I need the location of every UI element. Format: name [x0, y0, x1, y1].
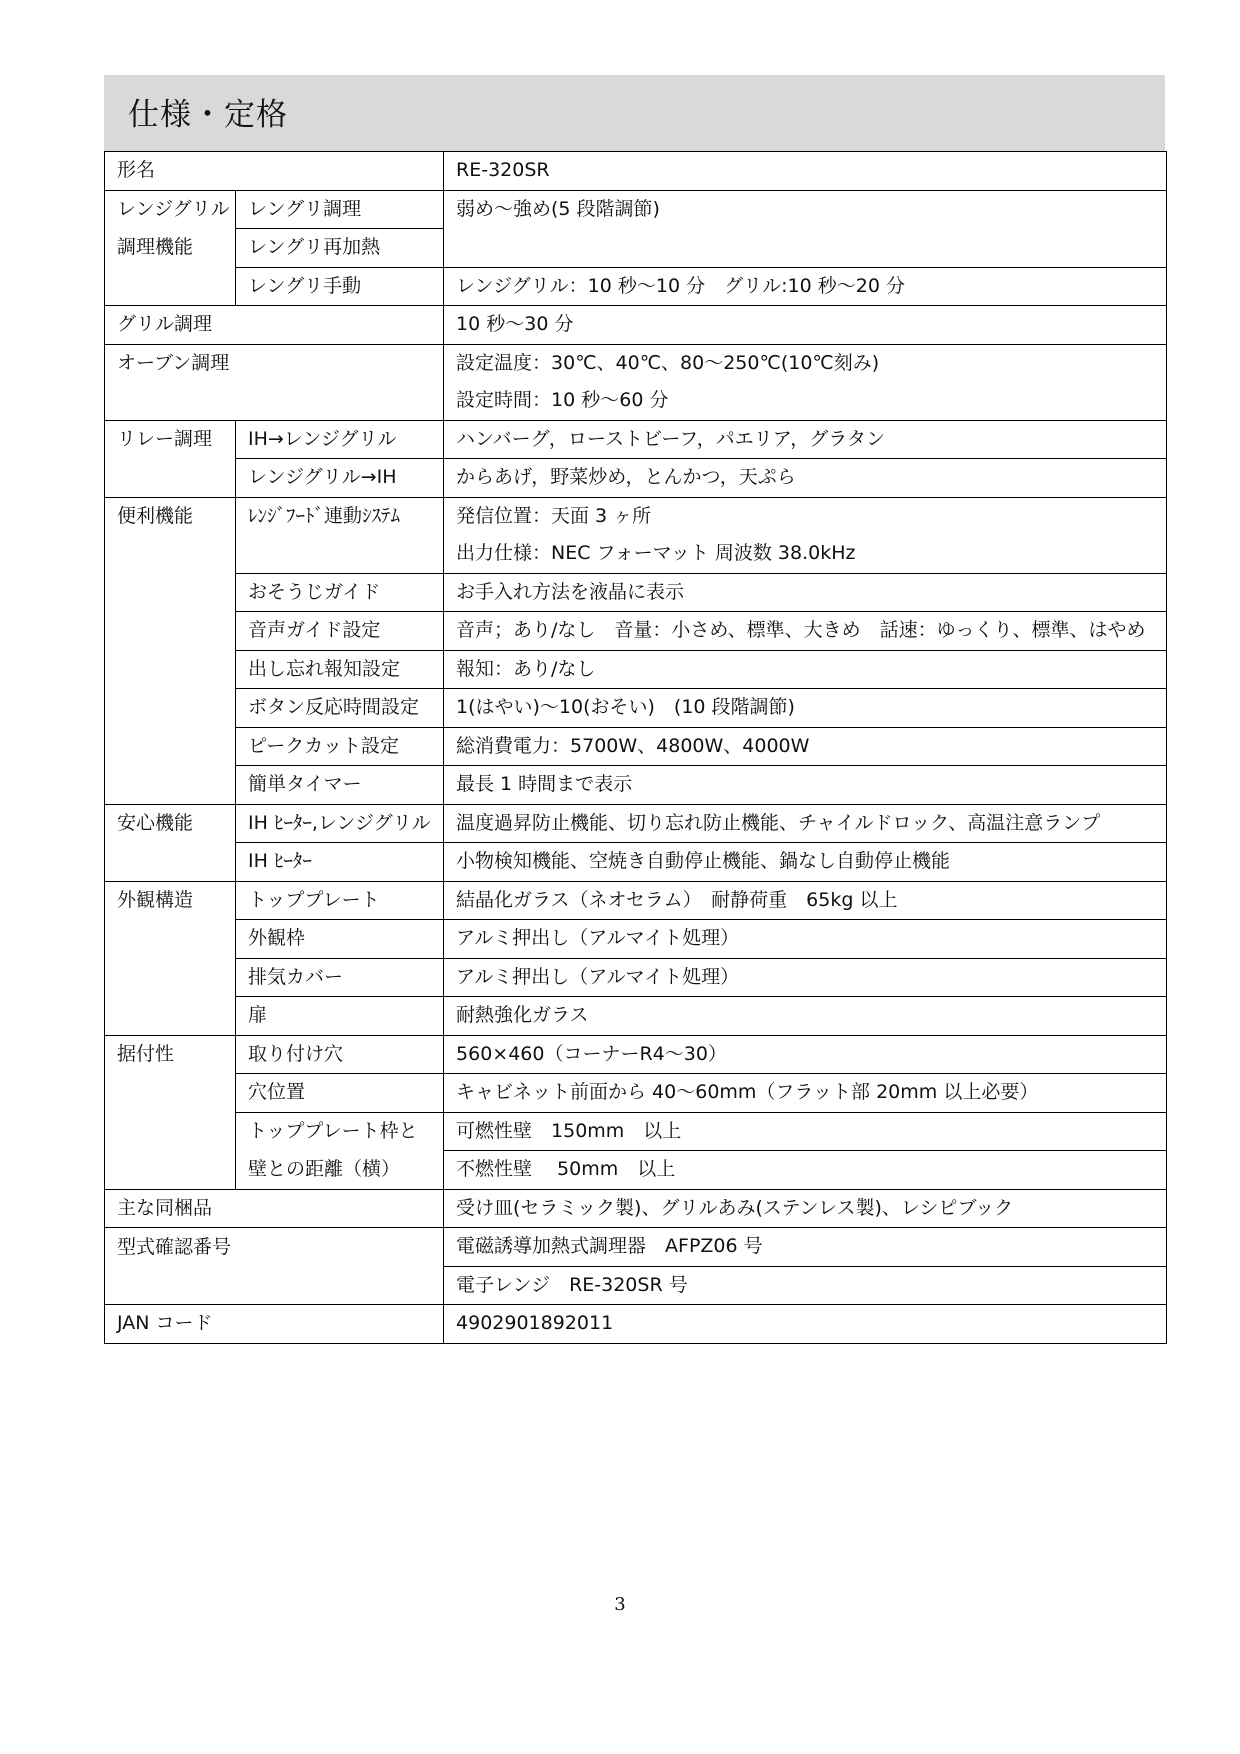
value-door: 耐熱強化ガラス	[444, 997, 1167, 1036]
table-row	[105, 650, 1167, 689]
value-top-plate: 結晶化ガラス（ネオセラム） 耐静荷重 65kg 以上	[444, 881, 1167, 920]
table-row	[105, 573, 1167, 612]
sub-label-ih-to-range: IH→レンジグリル	[236, 420, 444, 459]
row-value-jan: 4902901892011	[444, 1305, 1167, 1344]
table-row	[105, 612, 1167, 651]
sub-label-door: 扉	[236, 997, 444, 1036]
spec-table	[104, 151, 1167, 1344]
sub-label-exhaust-cover: 排気カバー	[236, 958, 444, 997]
table-row	[105, 1151, 1167, 1190]
row-label-convenience-blank	[105, 766, 236, 805]
sub-label-hood-link-blank	[236, 535, 444, 573]
sub-label-top-plate: トッププレート	[236, 881, 444, 920]
value-peak-cut: 総消費電力：5700W、4800W、4000W	[444, 727, 1167, 766]
sub-label-ih-heater-range: IH ﾋｰﾀｰ,レンジグリル	[236, 804, 444, 843]
row-label-convenience-blank	[105, 727, 236, 766]
section-title-bar	[104, 75, 1165, 151]
value-button-response: 1(はやい)～10(おそい) (10 段階調節)	[444, 689, 1167, 728]
value-wall-noncombustible: 不燃性壁 50mm 以上	[444, 1151, 1167, 1190]
row-label-relay: リレー調理	[105, 420, 236, 459]
table-row	[105, 843, 1167, 882]
row-value-oven-temp: 設定温度：30℃、40℃、80～250℃(10℃刻み)	[444, 344, 1167, 382]
value-model-cert-ih: 電磁誘導加熱式調理器 AFPZ06 号	[444, 1228, 1167, 1267]
sub-label-hole-position: 穴位置	[236, 1074, 444, 1113]
value-cleaning-guide: お手入れ方法を液晶に表示	[444, 573, 1167, 612]
row-label-range-grill-line2: 調理機能	[105, 229, 236, 268]
sub-label-rengri-manual: レングリ手動	[236, 267, 444, 306]
row-label-oven: オーブン調理	[105, 344, 444, 382]
value-range-to-ih: からあげ，野菜炒め，とんかつ，天ぷら	[444, 459, 1167, 498]
row-label-install-blank	[105, 1074, 236, 1113]
value-ih-heater: 小物検知機能、空焼き自動停止機能、鍋なし自動停止機能	[444, 843, 1167, 882]
row-label-safety-blank	[105, 843, 236, 882]
value-rengri-manual: レンジグリル：10 秒～10 分 グリル:10 秒～20 分	[444, 267, 1167, 306]
table-row	[105, 1035, 1167, 1074]
row-label-exterior-blank	[105, 997, 236, 1036]
table-row	[105, 344, 1167, 382]
table-row	[105, 459, 1167, 498]
row-label-install: 据付性	[105, 1035, 236, 1074]
table-row	[105, 920, 1167, 959]
row-label-convenience-blank	[105, 689, 236, 728]
table-row	[105, 1074, 1167, 1113]
row-label-model-cert: 型式確認番号	[105, 1228, 444, 1267]
sub-label-peak-cut: ピークカット設定	[236, 727, 444, 766]
table-row	[105, 804, 1167, 843]
value-hole-position: キャビネット前面から 40～60mm（フラット部 20mm 以上必要）	[444, 1074, 1167, 1113]
value-forgot-alert: 報知：あり/なし	[444, 650, 1167, 689]
table-row	[105, 689, 1167, 728]
row-value-grill: 10 秒～30 分	[444, 306, 1167, 345]
table-row	[105, 727, 1167, 766]
row-label-safety: 安心機能	[105, 804, 236, 843]
table-row	[105, 1189, 1167, 1228]
table-row	[105, 1305, 1167, 1344]
table-row	[105, 1266, 1167, 1305]
value-hood-link-output: 出力仕様：NEC フォーマット 周波数 38.0kHz	[444, 535, 1167, 573]
table-row	[105, 766, 1167, 805]
table-row	[105, 382, 1167, 420]
sub-label-ih-heater: IH ﾋｰﾀｰ	[236, 843, 444, 882]
sub-label-rengri-cook: レングリ調理	[236, 190, 444, 229]
table-row	[105, 306, 1167, 345]
sub-label-range-to-ih: レンジグリル→IH	[236, 459, 444, 498]
value-model-cert-microwave: 電子レンジ RE-320SR 号	[444, 1266, 1167, 1305]
table-row	[105, 881, 1167, 920]
row-label-exterior-blank	[105, 958, 236, 997]
row-label-accessories: 主な同梱品	[105, 1189, 444, 1228]
table-row	[105, 1228, 1167, 1267]
row-label-range-grill-line1: レンジグリル	[105, 190, 236, 229]
value-ih-heater-range: 温度過昇防止機能、切り忘れ防止機能、チャイルドロック、高温注意ランプ	[444, 804, 1167, 843]
sub-label-cleaning-guide: おそうじガイド	[236, 573, 444, 612]
row-value-accessories: 受け皿(セラミック製)、グリルあみ(ステンレス製)、レシピブック	[444, 1189, 1167, 1228]
value-hood-link-position: 発信位置：天面 3 ヶ所	[444, 497, 1167, 535]
row-label-exterior: 外観構造	[105, 881, 236, 920]
sub-label-outer-frame: 外観枠	[236, 920, 444, 959]
table-row	[105, 497, 1167, 535]
row-label-convenience-blank	[105, 650, 236, 689]
row-label-convenience-blank	[105, 612, 236, 651]
sub-label-rengri-reheat: レングリ再加熱	[236, 229, 444, 268]
row-label-convenience: 便利機能	[105, 497, 236, 535]
table-row	[105, 958, 1167, 997]
sub-label-wall-distance-line2: 壁との距離（横）	[236, 1151, 444, 1190]
sub-label-voice-guide: 音声ガイド設定	[236, 612, 444, 651]
table-row	[105, 267, 1167, 306]
row-label-grill: グリル調理	[105, 306, 444, 345]
row-label-model: 形名	[105, 152, 444, 191]
table-row	[105, 1112, 1167, 1151]
row-label-range-grill-blank	[105, 267, 236, 306]
table-row	[105, 535, 1167, 573]
table-row	[105, 420, 1167, 459]
value-easy-timer: 最長 1 時間まで表示	[444, 766, 1167, 805]
value-mount-hole: 560×460（コーナーR4～30）	[444, 1035, 1167, 1074]
row-label-convenience-blank	[105, 573, 236, 612]
table-row	[105, 997, 1167, 1036]
row-label-model-cert-blank	[105, 1266, 444, 1305]
sub-label-forgot-alert: 出し忘れ報知設定	[236, 650, 444, 689]
sub-label-button-response: ボタン反応時間設定	[236, 689, 444, 728]
row-label-install-blank	[105, 1151, 236, 1190]
row-label-oven-blank	[105, 382, 444, 420]
table-row	[105, 152, 1167, 191]
value-wall-combustible: 可燃性壁 150mm 以上	[444, 1112, 1167, 1151]
value-rengri-cook: 弱め～強め(5 段階調節)	[444, 190, 1167, 267]
sub-label-mount-hole: 取り付け穴	[236, 1035, 444, 1074]
row-label-convenience-blank	[105, 535, 236, 573]
value-exhaust-cover: アルミ押出し（アルマイト処理）	[444, 958, 1167, 997]
value-outer-frame: アルミ押出し（アルマイト処理）	[444, 920, 1167, 959]
row-label-exterior-blank	[105, 920, 236, 959]
row-label-install-blank	[105, 1112, 236, 1151]
table-row	[105, 190, 1167, 229]
row-value-model: RE-320SR	[444, 152, 1167, 191]
row-label-relay-blank	[105, 459, 236, 498]
value-ih-to-range: ハンバーグ，ローストビーフ，パエリア，グラタン	[444, 420, 1167, 459]
page-number: 3	[614, 1594, 626, 1615]
value-voice-guide: 音声；あり/なし 音量：小さめ、標準、大きめ 話速：ゆっくり、標準、はやめ	[444, 612, 1167, 651]
row-label-jan: JAN コード	[105, 1305, 444, 1344]
section-title: 仕様・定格	[128, 97, 288, 133]
row-value-oven-time: 設定時間：10 秒～60 分	[444, 382, 1167, 420]
sub-label-wall-distance-line1: トッププレート枠と	[236, 1112, 444, 1151]
sub-label-easy-timer: 簡単タイマー	[236, 766, 444, 805]
sub-label-hood-link: ﾚﾝｼﾞﾌｰﾄﾞ連動ｼｽﾃﾑ	[236, 497, 444, 535]
